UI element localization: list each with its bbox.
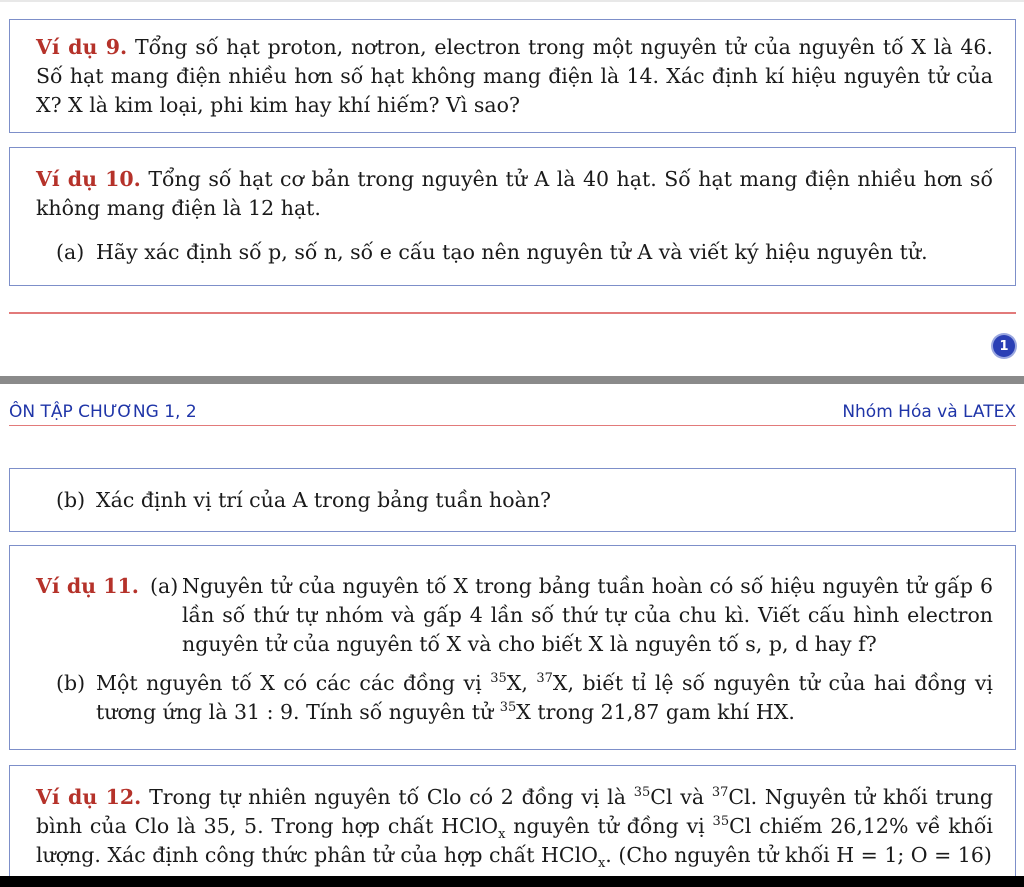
isotope-2-mass: 37 bbox=[536, 671, 553, 687]
example-10-part-b-text: Xác định vị trí của A trong bảng tuần hoàn? bbox=[96, 488, 552, 512]
example-10-part-a-number: (a) bbox=[56, 240, 85, 264]
example-11-part-a-row bbox=[10, 572, 1015, 659]
example-11-b-mid: biết tỉ lệ số nguyên tử của hai đồng vị tương ứng là 31 : 9. Tính số nguyên tử bbox=[96, 671, 993, 724]
example-12-text-3: . (Cho nguyên tử khối H = 1; O = 16) bbox=[605, 843, 992, 867]
cl-isotope-3-mass: 35 bbox=[712, 814, 730, 830]
example-10-box bbox=[9, 147, 1016, 286]
example-10-text: Tổng số hạt cơ bản trong nguyên tử A là 40 hạt. Số hạt mang điện nhiều hơn số không mang điện là 12 hạt. bbox=[36, 167, 993, 220]
example-9-label: Ví dụ 9. bbox=[36, 35, 128, 59]
cl-isotope-3-text: Cl chiếm 26,12% về khối lượng. Xác định công thức phân tử của hợp chất HClO bbox=[36, 814, 993, 867]
cl-isotope-1-mass: 35 bbox=[633, 785, 651, 801]
cl-isotope-1-text: Cl và bbox=[650, 785, 705, 809]
example-10-part-b-number: (b) bbox=[56, 488, 86, 512]
cl-isotope-2-mass: 37 bbox=[711, 785, 729, 801]
example-11-label: Ví dụ 11. bbox=[36, 574, 139, 598]
header-chapter-title: ÔN TẬP CHƯƠNG 1, 2 bbox=[9, 401, 197, 422]
isotope-3-symbol: X bbox=[516, 700, 531, 724]
example-11-b-pre: Một nguyên tố X có các các đồng vị bbox=[96, 671, 482, 695]
example-12-box bbox=[9, 765, 1016, 887]
example-12-text-1: Trong tự nhiên nguyên tố Clo có 2 đồng vị là bbox=[149, 785, 626, 809]
example-10-label: Ví dụ 10. bbox=[36, 167, 141, 191]
bottom-black-bar bbox=[0, 876, 1024, 887]
isotope-3-mass: 35 bbox=[499, 700, 517, 716]
example-12-paragraph bbox=[10, 783, 1015, 870]
running-header bbox=[9, 398, 1016, 426]
page-break-gap bbox=[0, 376, 1024, 384]
example-10-part-a-text: Hãy xác định số p, số n, số e cấu tạo nên nguyên tử A và viết ký hiệu nguyên tử. bbox=[96, 240, 928, 264]
example-11-part-a bbox=[150, 572, 993, 659]
example-10-paragraph bbox=[10, 165, 1015, 223]
example-9-paragraph bbox=[10, 33, 1015, 120]
example-11-box bbox=[9, 545, 1016, 750]
example-12-label: Ví dụ 12. bbox=[36, 785, 142, 809]
example-11-b-post: trong 21,87 gam khí HX. bbox=[537, 700, 795, 724]
example-11-part-b-text bbox=[96, 669, 993, 727]
example-11-part-a-text: Nguyên tử của nguyên tố X trong bảng tuần hoàn có số hiệu nguyên tử gấp 6 lần số thứ tự nhóm và gấp 4 lần số thứ tự của chu kì. Viết cấu hình electron nguyên tử của nguyên tố X và cho biết X là nguyên tố s, p, d hay f? bbox=[182, 574, 993, 656]
cl-isotope-2-text: Cl. Nguyên tử khối trung bình của Clo là 35, 5. Trong hợp chất HClO bbox=[36, 785, 993, 838]
example-11-part-a-number: (a) bbox=[150, 574, 179, 598]
isotope-2-symbol: X, bbox=[552, 671, 575, 695]
example-9-text: Tổng số hạt proton, nơtron, electron trong một nguyên tử của nguyên tố X là 46. Số hạt mang điện nhiều hơn số hạt không mang điện là 14. Xác định kí hiệu nguyên tử của X? X là kim loại, phi kim hay khí hiếm? Vì sao? bbox=[36, 35, 993, 117]
hclox-subscript-2: x bbox=[597, 856, 606, 872]
example-9-box bbox=[9, 19, 1016, 133]
page-bottom-rule bbox=[9, 312, 1016, 314]
header-group-name: Nhóm Hóa và LATEX bbox=[842, 401, 1016, 422]
example-10-part-a bbox=[10, 238, 1015, 267]
page-number-badge: 1 bbox=[993, 335, 1015, 357]
isotope-1-mass: 35 bbox=[490, 671, 507, 687]
example-12-text-2: nguyên tử đồng vị bbox=[513, 814, 705, 838]
example-11-part-b-number: (b) bbox=[56, 671, 86, 695]
example-10-part-b bbox=[10, 486, 1015, 515]
isotope-1-symbol: X, bbox=[506, 671, 528, 695]
example-10-continued-box bbox=[9, 468, 1016, 532]
example-11-part-b bbox=[10, 669, 1015, 727]
top-divider bbox=[0, 0, 1024, 2]
hclox-subscript-1: x bbox=[498, 827, 506, 843]
